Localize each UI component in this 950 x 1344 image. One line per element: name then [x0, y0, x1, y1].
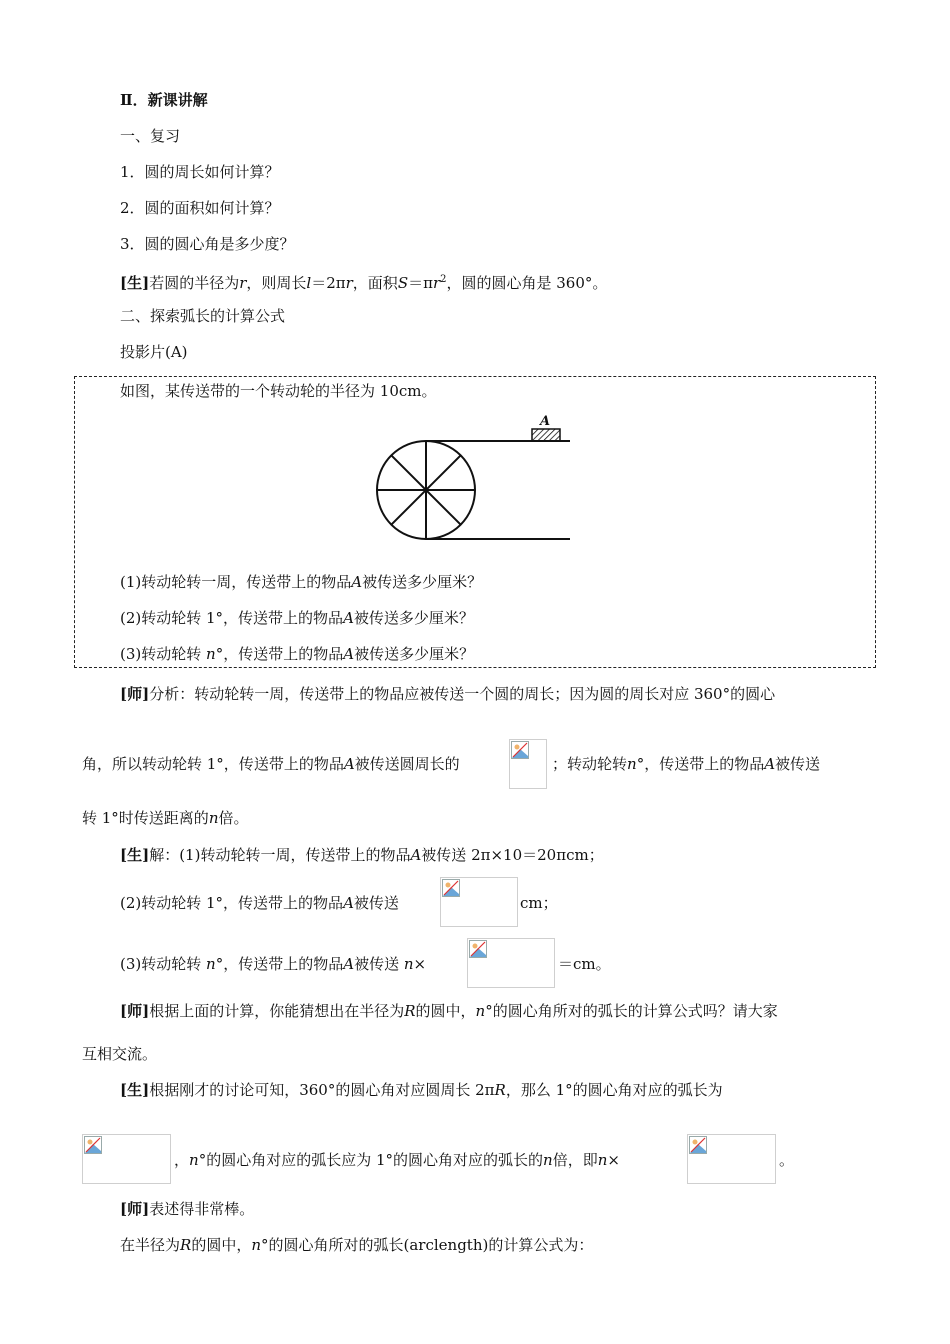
conveyor-wheel-figure	[370, 410, 580, 546]
slide-label: 投影片(A)	[120, 343, 188, 361]
student-solution-2: (2)转动轮转 1°，传送带上的物品A被传送	[120, 894, 399, 912]
section-heading: Ⅱ．新课讲解	[120, 91, 208, 109]
wheel	[377, 441, 475, 539]
student-discussion-line-1: [生]根据刚才的讨论可知，360°的圆心角对应圆周长 2πR，那么 1°的圆心角对应的弧长为	[120, 1081, 723, 1099]
student-discussion-line-2: ，n°的圆心角对应的弧长应为 1°的圆心角对应的弧长的n倍，即n×	[174, 1151, 620, 1169]
review-title: 一、复习	[120, 127, 181, 145]
broken-image-icon	[84, 1136, 102, 1154]
student-solution-1: [生]解：(1)转动轮转一周，传送带上的物品A被传送 2π×10＝20πcm；	[120, 846, 604, 864]
speaker-tag: [师]	[120, 1200, 150, 1218]
review-question-2: 2．圆的面积如何计算？	[120, 199, 280, 217]
student-discussion-end: 。	[779, 1151, 795, 1169]
student-solution-2-unit: cm；	[520, 894, 558, 912]
object-a-label: A	[540, 414, 551, 429]
speaker-tag: [师]	[120, 1002, 150, 1020]
teacher-analysis-line-2b: ；转动轮转n°，传送带上的物品A被传送	[552, 755, 821, 773]
teacher-praise: [师]表述得非常棒。	[120, 1200, 255, 1218]
speaker-tag: [生]	[120, 1081, 150, 1099]
broken-image-icon	[442, 879, 460, 897]
speaker-tag: [生]	[120, 274, 150, 292]
student-solution-3: (3)转动轮转 n°，传送带上的物品A被传送 n×	[120, 955, 427, 973]
formula-image-5	[687, 1134, 776, 1184]
student-answer-1: [生]若圆的半径为r，则周长l＝2πr，面积$S=\pi r^2$，圆的圆心角是 360°。	[120, 274, 608, 292]
formula-image-1-360	[509, 739, 547, 789]
student-solution-3-unit: ＝cm。	[558, 955, 611, 973]
teacher-analysis-line-3: 转 1°时传送距离的n倍。	[82, 809, 249, 827]
formula-image-2	[440, 877, 518, 927]
broken-image-icon	[689, 1136, 707, 1154]
formula-intro: 在半径为R的圆中，n°的圆心角所对的弧长(arclength)的计算公式为：	[120, 1236, 594, 1254]
slide-question-3: (3)转动轮转 n°，传送带上的物品A被传送多少厘米？	[120, 645, 475, 663]
teacher-analysis-line-1: [师]分析：转动轮转一周，传送带上的物品应被传送一个圆的周长；因为圆的周长对应 360°的圆心	[120, 685, 776, 703]
slide-question-1: (1)转动轮转一周，传送带上的物品A被传送多少厘米？	[120, 573, 483, 591]
teacher-question-line-1: [师]根据上面的计算，你能猜想出在半径为R的圆中，n°的圆心角所对的弧长的计算公式吗？请大家	[120, 1002, 778, 1020]
slide-question-2: (2)转动轮转 1°，传送带上的物品A被传送多少厘米？	[120, 609, 474, 627]
speaker-tag: [师]	[120, 685, 150, 703]
teacher-analysis-line-2: 角，所以转动轮转 1°，传送带上的物品A被传送圆周长的	[82, 755, 460, 773]
speaker-tag: [生]	[120, 846, 150, 864]
formula-image-3	[467, 938, 555, 988]
teacher-question-line-2: 互相交流。	[82, 1045, 158, 1063]
review-question-3: 3．圆的圆心角是多少度？	[120, 235, 295, 253]
review-question-1: 1．圆的周长如何计算？	[120, 163, 280, 181]
broken-image-icon	[511, 741, 529, 759]
broken-image-icon	[469, 940, 487, 958]
explore-title: 二、探索弧长的计算公式	[120, 307, 286, 325]
object-a	[532, 429, 560, 441]
formula-image-4	[82, 1134, 171, 1184]
slide-intro: 如图，某传送带的一个转动轮的半径为 10cm。	[120, 382, 437, 400]
